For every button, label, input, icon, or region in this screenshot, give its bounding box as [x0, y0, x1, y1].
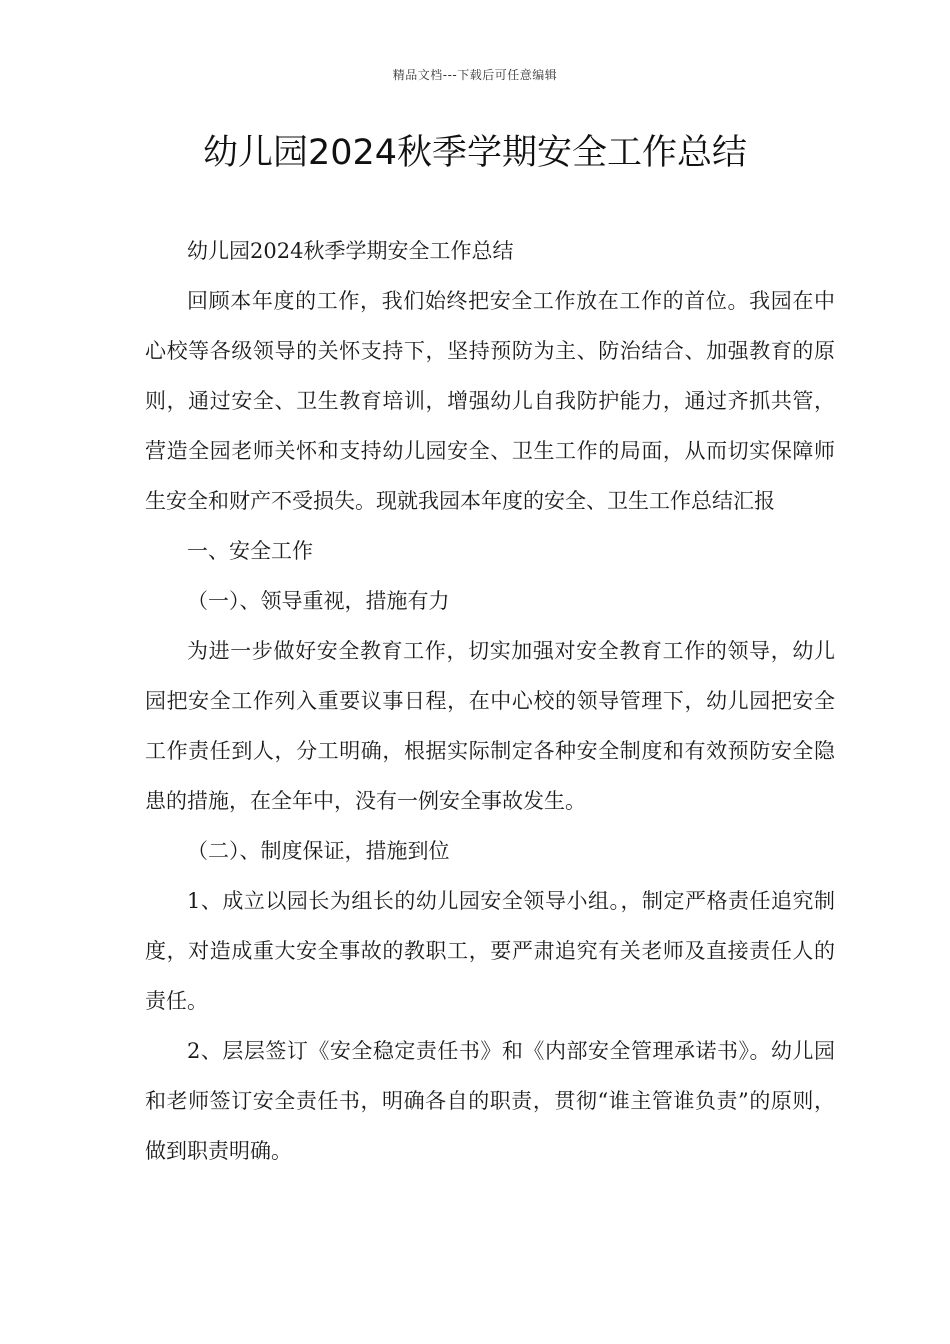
paragraph-leadership: 为进一步做好安全教育工作，切实加强对安全教育工作的领导，幼儿园把安全工作列入重要议事日程，在中心校的领导管理下，幼儿园把安全工作责任到人，分工明确，根据实际制定各种安全制度和有效预防安全隐患的措施，在全年中，没有一例安全事故发生。 — [145, 639, 835, 813]
document-title: 幼儿园2024秋季学期安全工作总结 — [202, 133, 748, 173]
subsection-heading-2: （二）、制度保证，措施到位 — [187, 839, 450, 863]
section-heading: 一、安全工作 — [187, 539, 313, 563]
paragraph-item-1: 1、成立以园长为组长的幼儿园安全领导小组。，制定严格责任追究制度，对造成重大安全事故的教职工，要严肃追究有关老师及直接责任人的责任。 — [145, 889, 835, 1013]
paragraph-subtitle: 幼儿园2024秋季学期安全工作总结 — [187, 239, 514, 263]
paragraph-intro: 回顾本年度的工作，我们始终把安全工作放在工作的首位。我园在中心校等各级领导的关怀支持下，坚持预防为主、防治结合、加强教育的原则，通过安全、卫生教育培训，增强幼儿自我防护能力，通过齐抓共管，营造全园老师关怀和支持幼儿园安全、卫生工作的局面，从而切实保障师生安全和财产不受损失。现就我园本年度的安全、卫生工作总结汇报 — [145, 289, 835, 513]
header-note: 精品文档---下载后可任意编辑 — [392, 68, 558, 82]
subsection-heading-1: （一）、领导重视，措施有力 — [187, 589, 450, 613]
paragraph-item-2: 2、层层签订《安全稳定责任书》和《内部安全管理承诺书》。幼儿园和老师签订安全责任书，明确各自的职责，贯彻“谁主管谁负责”的原则，做到职责明确。 — [145, 1039, 835, 1163]
document-body — [145, 226, 835, 1176]
